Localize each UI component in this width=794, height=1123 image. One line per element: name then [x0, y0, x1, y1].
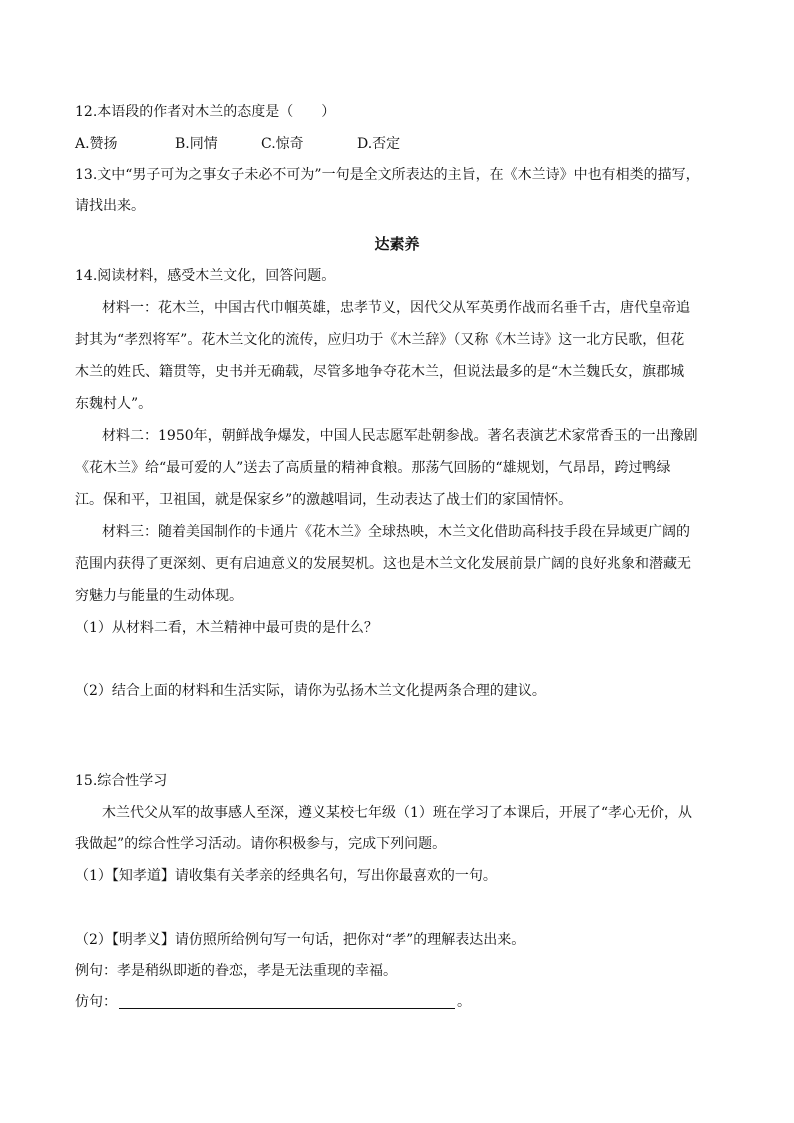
- question-15-stem: 15.综合性学习: [75, 773, 168, 789]
- material-2-line3: 江。保和平，卫祖国，就是保家乡”的激越唱词，生动表达了战士们的家国情怀。: [75, 492, 573, 508]
- material-1-line4: 东魏村人”。: [75, 396, 153, 412]
- question-15-intro-line1: 木兰代父从军的故事感人至深，遵义某校七年级（1）班在学习了本课后，开展了“孝心无价，从: [102, 805, 693, 821]
- material-1-line2: 封其为“孝烈将军”。花木兰文化的流传，应归功于《木兰辞》（又称《木兰诗》这一北方民歌，但花: [75, 332, 685, 348]
- answer-blank[interactable]: [119, 993, 455, 1009]
- option-c: C.惊奇: [261, 136, 304, 152]
- material-1-line3: 木兰的姓氏、籍贯等，史书并无确载，尽管多地争夺花木兰，但说法最多的是“木兰魏氏女，旗郡城: [75, 364, 685, 380]
- question-14-stem: 14.阅读材料，感受木兰文化，回答问题。: [75, 268, 336, 284]
- material-2-line1: 材料二：1950年，朝鲜战争爆发，中国人民志愿军赴朝参战。著名表演艺术家常香玉的一出豫剧: [102, 428, 698, 444]
- material-3-line2: 范围内获得了更深刻、更有启迪意义的发展契机。这也是木兰文化发展前景广阔的良好兆象和潜藏无: [75, 556, 691, 572]
- question-15-sub2: （2）【明孝义】请仿照所给例句写一句话，把你对“孝”的理解表达出来。: [75, 932, 526, 948]
- imitate-line: [75, 992, 471, 1012]
- question-13-line2: 请找出来。: [75, 198, 145, 214]
- option-b: B.同情: [175, 136, 218, 152]
- option-a: A.赞扬: [75, 136, 118, 152]
- example-sentence: 例句：孝是稍纵即逝的眷恋，孝是无法重现的幸福。: [75, 963, 397, 979]
- imitate-label: 仿句：: [75, 994, 117, 1010]
- material-3-line3: 穷魅力与能量的生动体现。: [75, 588, 243, 604]
- imitate-end: 。: [457, 994, 471, 1010]
- question-15-sub1: （1）【知孝道】请收集有关孝亲的经典名句，写出你最喜欢的一句。: [75, 868, 497, 884]
- material-3-line1: 材料三：随着美国制作的卡通片《花木兰》全球热映，木兰文化借助高科技手段在异域更广阔的: [102, 524, 690, 540]
- section-title: 达素养: [374, 235, 420, 253]
- option-d: D.否定: [357, 136, 401, 152]
- material-2-line2: 《花木兰》给“最可爱的人”送去了高质量的精神食粮。那荡气回肠的“雄规划，气昂昂，跨过鸭绿: [75, 460, 671, 476]
- question-14-sub1: （1）从材料二看，木兰精神中最可贵的是什么？: [75, 620, 378, 636]
- question-15-intro-line2: 我做起”的综合性学习活动。请你积极参与，完成下列问题。: [75, 836, 447, 852]
- material-1-line1: 材料一：花木兰，中国古代巾帼英雄，忠孝节义，因代父从军英勇作战而名垂千古，唐代皇帝追: [102, 300, 690, 316]
- question-12-stem: 12.本语段的作者对木兰的态度是（ ）: [75, 104, 336, 120]
- question-14-sub2: （2）结合上面的材料和生活实际，请你为弘扬木兰文化提两条合理的建议。: [75, 683, 546, 699]
- question-13-line1: 13.文中“男子可为之事女子未必不可为”一句是全文所表达的主旨，在《木兰诗》中也有相类的描写，: [75, 167, 700, 183]
